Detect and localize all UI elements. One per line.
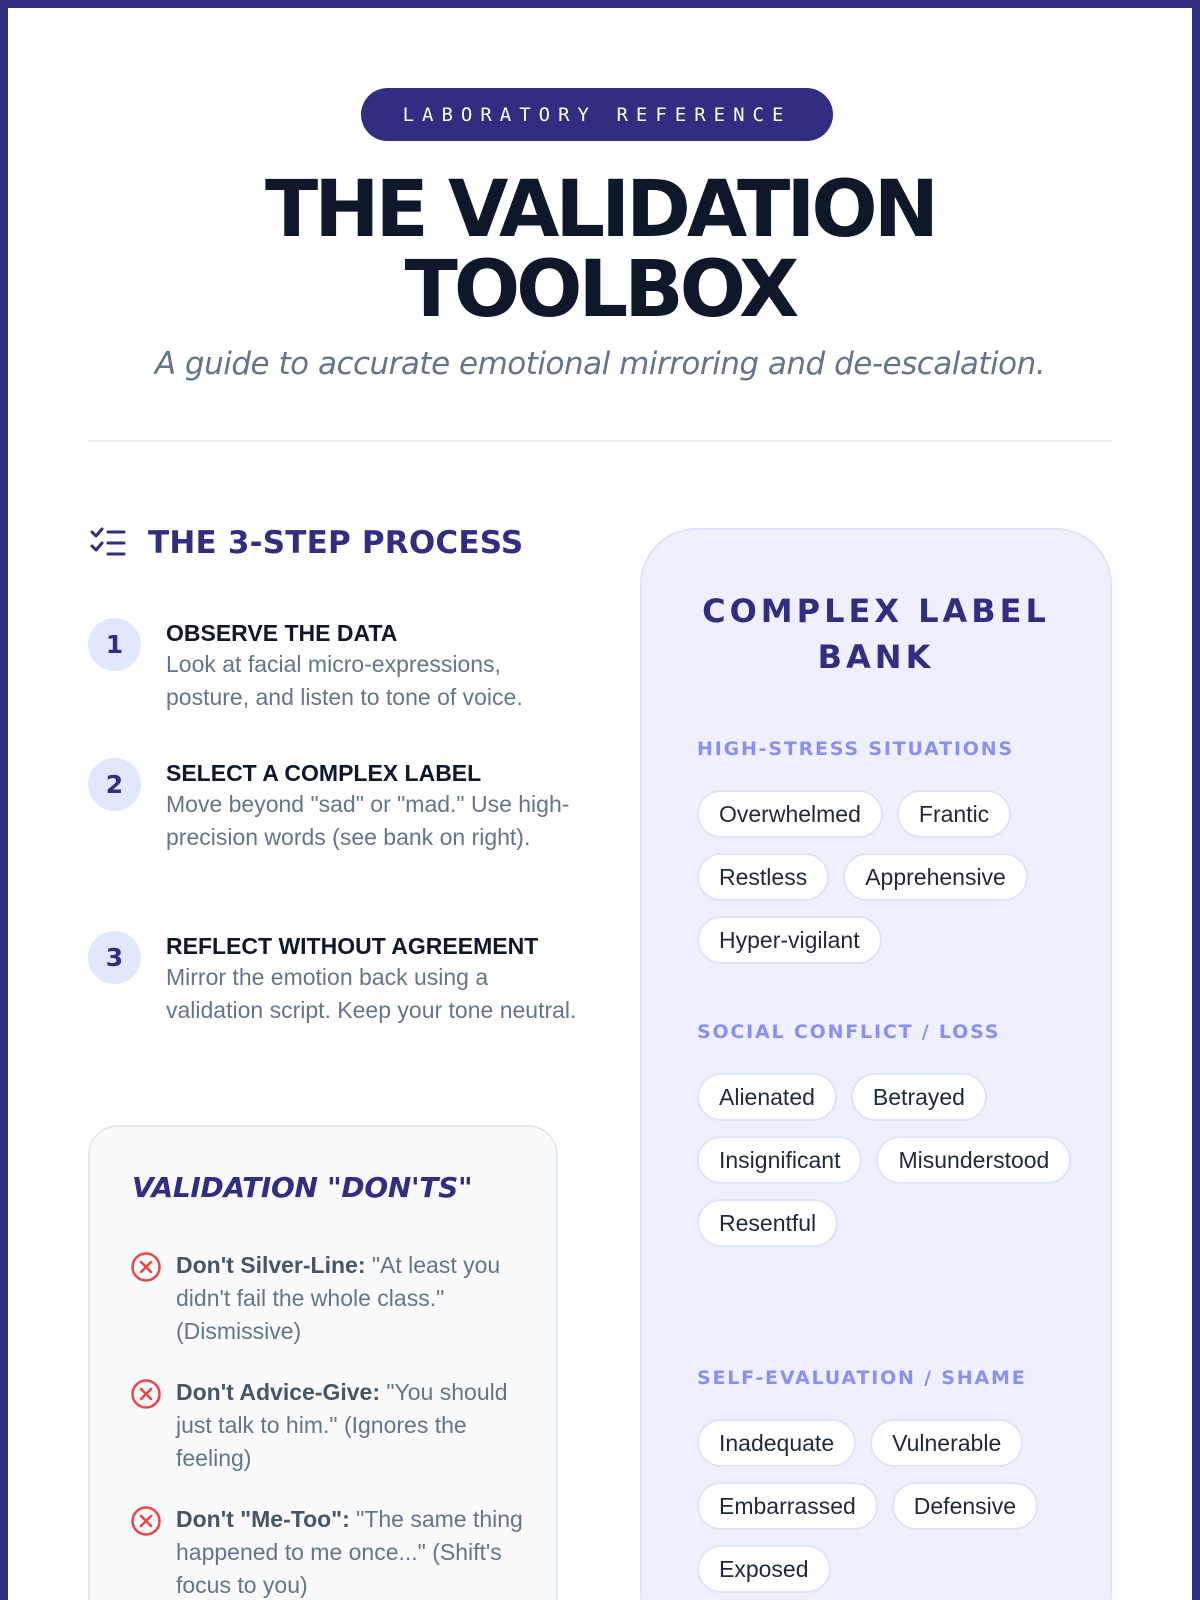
- label-chip[interactable]: Resentful: [697, 1199, 838, 1247]
- category-label: HIGH-STRESS SITUATIONS: [697, 738, 1014, 760]
- label-bank-card: [640, 528, 1112, 1600]
- donts-card: [88, 1125, 558, 1600]
- page-subtitle: A guide to accurate emotional mirroring and de-escalation.: [154, 346, 1046, 382]
- label-chip[interactable]: Defensive: [892, 1482, 1038, 1530]
- dont-example: "You should just talk to him." (Ignores the feeling): [176, 1379, 508, 1471]
- chip-group: [697, 1073, 1077, 1247]
- process-header: [88, 523, 523, 563]
- dont-label: Don't Silver-Line:: [176, 1252, 366, 1278]
- reference-badge: LABORATORY REFERENCE: [361, 88, 833, 141]
- step-title: SELECT A COMPLEX LABEL: [166, 760, 482, 786]
- step-description: Move beyond "sad" or "mad." Use high-precision words (see bank on right).: [166, 791, 570, 850]
- label-chip[interactable]: Exposed: [697, 1545, 831, 1593]
- label-chip[interactable]: Apprehensive: [843, 853, 1028, 901]
- dont-example: "The same thing happened to me once..." (Shift's focus to you): [176, 1506, 523, 1598]
- category-label: SOCIAL CONFLICT / LOSS: [697, 1021, 1001, 1043]
- step-number: 3: [88, 931, 141, 984]
- process-title: THE 3-STEP PROCESS: [148, 525, 524, 561]
- chip-group: [697, 1419, 1077, 1593]
- label-bank-title: COMPLEX LABEL BANK: [702, 592, 1050, 676]
- dont-text: [176, 1249, 532, 1348]
- label-chip[interactable]: Insignificant: [697, 1136, 862, 1184]
- label-chip[interactable]: Restless: [697, 853, 829, 901]
- step-title: OBSERVE THE DATA: [166, 620, 398, 646]
- step-description: Look at facial micro-expressions, posture, and listen to tone of voice.: [166, 651, 523, 710]
- step-description: Mirror the emotion back using a validation script. Keep your tone neutral.: [166, 964, 577, 1023]
- label-chip[interactable]: Inadequate: [697, 1419, 856, 1467]
- label-chip[interactable]: Embarrassed: [697, 1482, 878, 1530]
- page-title: [8, 165, 1192, 335]
- dont-example: "At least you didn't fail the whole class." (Dismissive): [176, 1252, 501, 1344]
- label-chip[interactable]: Vulnerable: [870, 1419, 1023, 1467]
- label-chip[interactable]: Alienated: [697, 1073, 837, 1121]
- page-title-line-2: TOOLBOX: [404, 245, 796, 335]
- x-circle-icon: [130, 1378, 162, 1410]
- x-circle-icon: [130, 1505, 162, 1537]
- dont-text: [176, 1376, 532, 1475]
- label-chip[interactable]: Frantic: [897, 790, 1011, 838]
- label-chip[interactable]: Overwhelmed: [697, 790, 883, 838]
- page-title-line-1: THE VALIDATION: [265, 165, 935, 255]
- chip-group: [697, 790, 1077, 964]
- step-title: REFLECT WITHOUT AGREEMENT: [166, 933, 539, 959]
- dont-text: [176, 1503, 532, 1600]
- label-chip[interactable]: Hyper-vigilant: [697, 916, 882, 964]
- checklist-icon: [88, 523, 128, 563]
- donts-title: VALIDATION "DON'TS": [132, 1171, 473, 1204]
- dont-label: Don't Advice-Give:: [176, 1379, 380, 1405]
- dont-label: Don't "Me-Too":: [176, 1506, 350, 1532]
- label-chip[interactable]: Misunderstood: [876, 1136, 1071, 1184]
- step-number: 1: [88, 618, 141, 671]
- header-divider: [88, 440, 1113, 442]
- step-number: 2: [88, 758, 141, 811]
- category-label: SELF-EVALUATION / SHAME: [697, 1367, 1027, 1389]
- x-circle-icon: [130, 1251, 162, 1283]
- label-chip[interactable]: Betrayed: [851, 1073, 987, 1121]
